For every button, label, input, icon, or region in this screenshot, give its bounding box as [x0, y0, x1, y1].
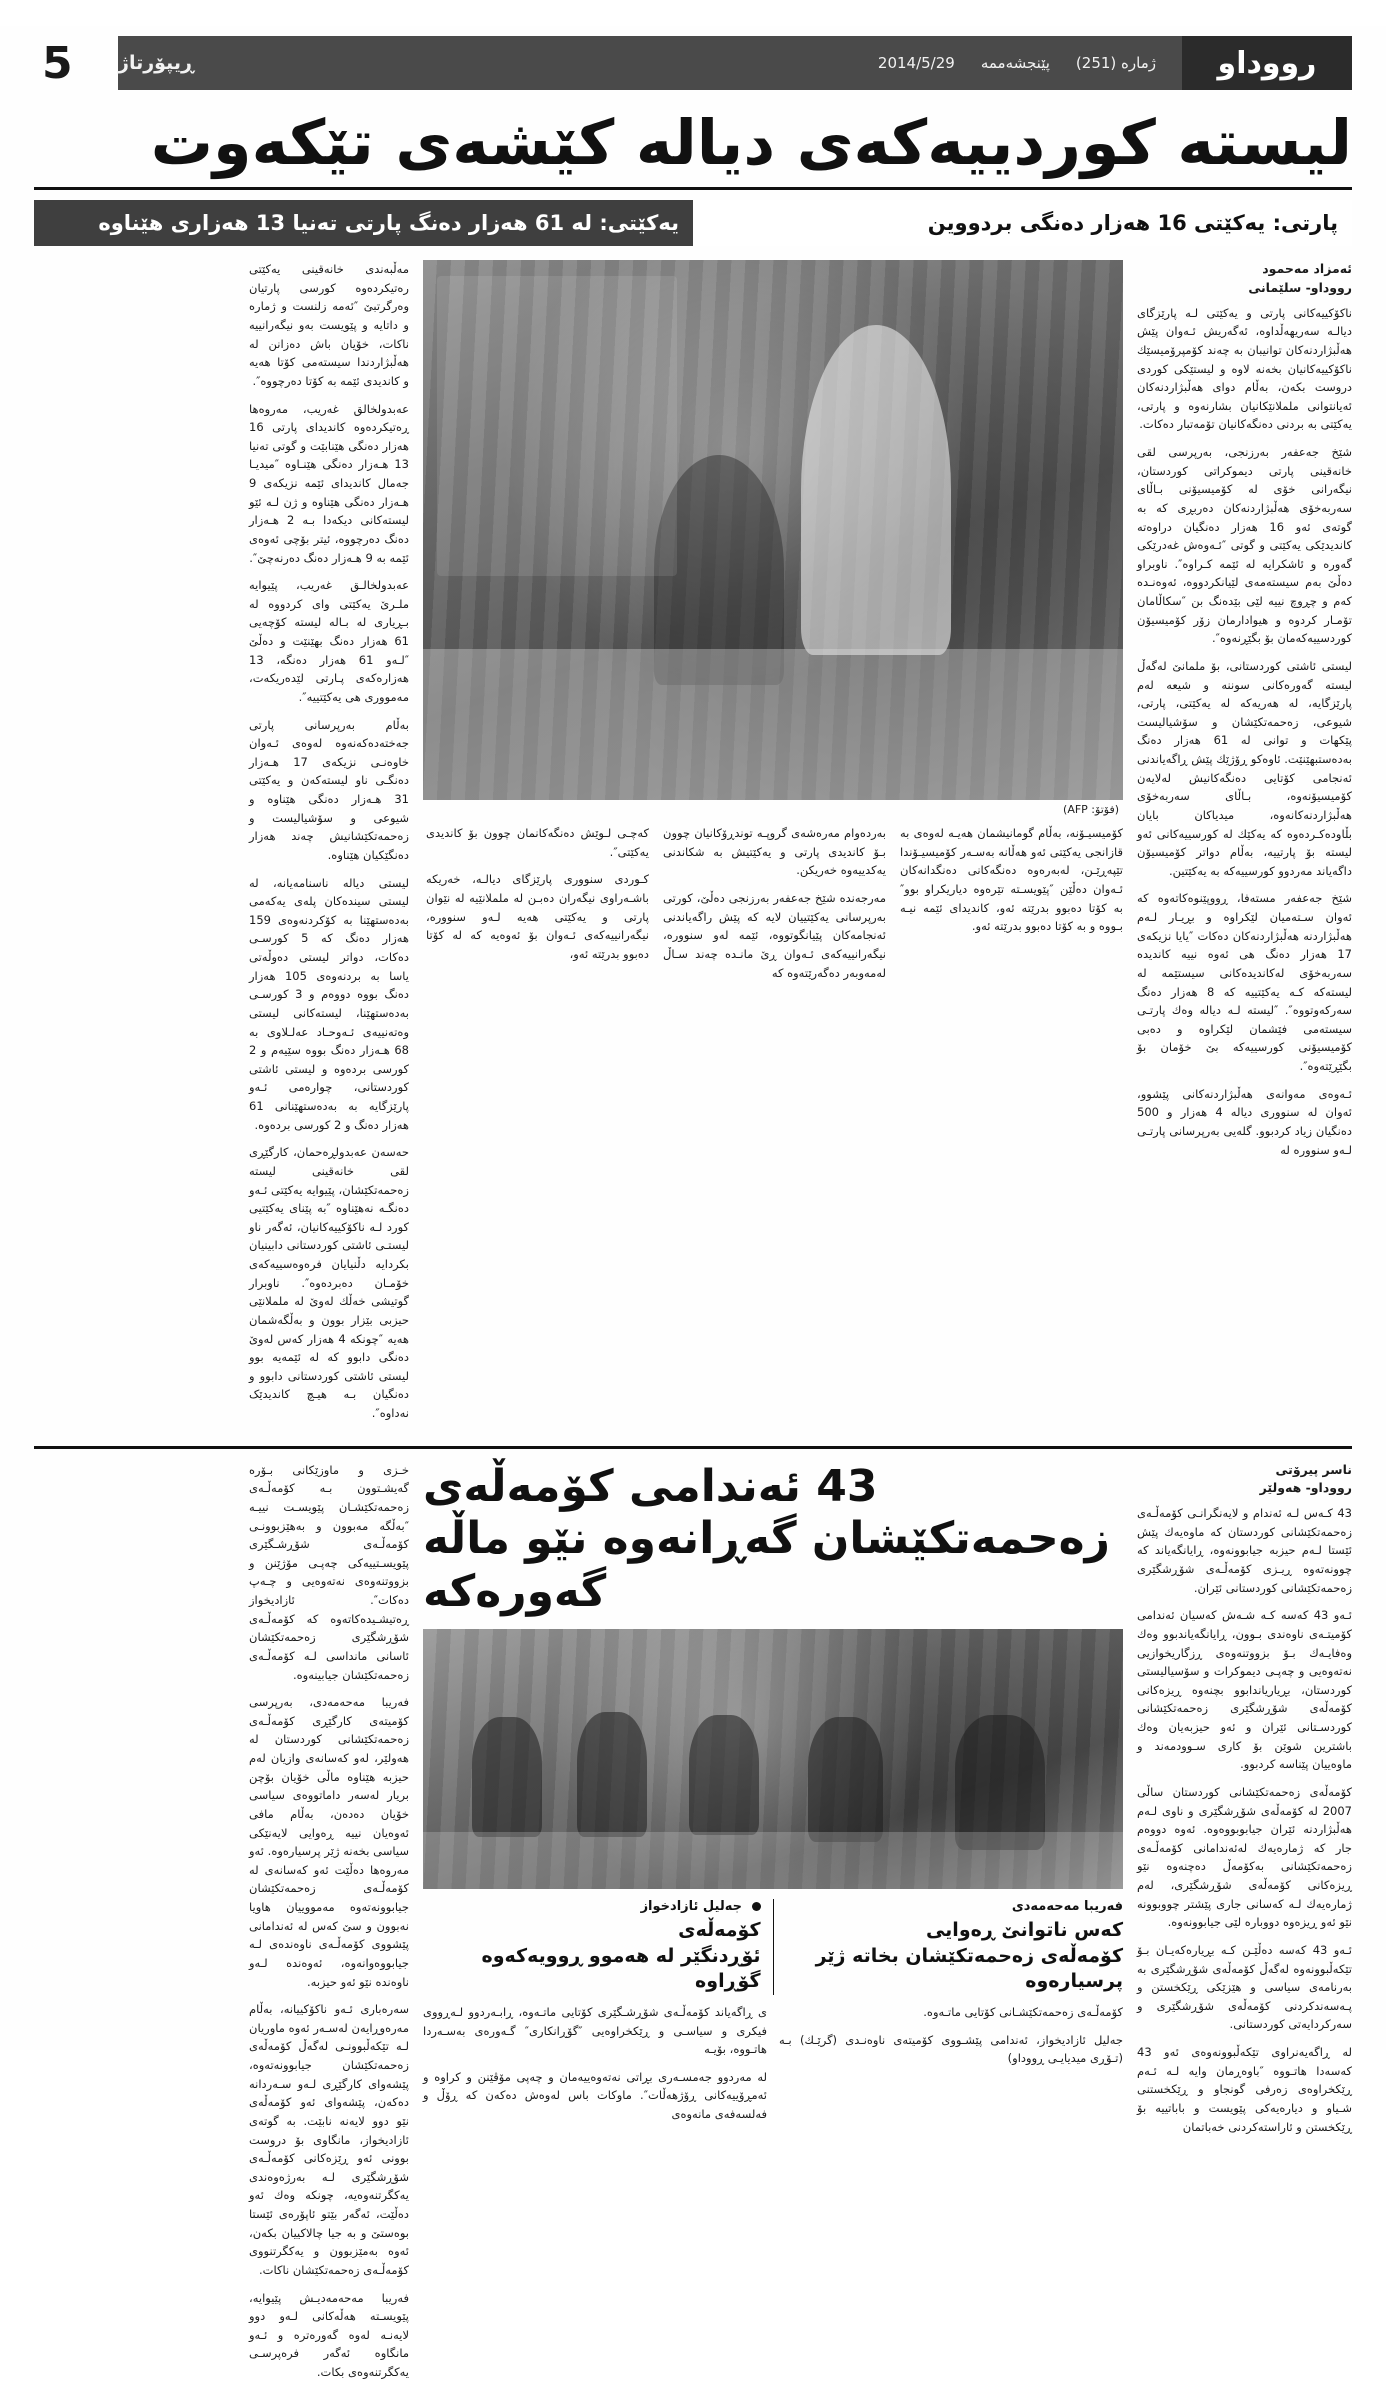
quote-divider	[773, 1899, 774, 1995]
paragraph: لە مەردوو جەمسـەری بڕاتی نەتەوەییەمان و چەپی مۆڤێنن و کراوە و ئەمڕۆییەکانی ڕۆژهەڵات″. ماوکات باس لەوەش دەکەن کە ڕۆڵ و فەلسەفەی مانەوەی	[423, 2069, 767, 2122]
subheadline-bars	[34, 200, 1352, 246]
quote-body-left	[423, 2003, 767, 2133]
paragraph: 43 کـەس لـە ئەندام و لایەنگرانـی کۆمەڵـەی زەحمەتکێشانی کوردستان کە ماوەیەك پێش ئێستا لـەم حیزبە جیابوونەوە، ڕایانگەیاند کە چوونەتەوە ڕیـزی کۆمەڵـەی شۆڕشگێری زەحمەتکێشانی کوردستانی ئێران.	[1137, 1506, 1352, 1595]
byline-location: رووداو- سلێمانی	[1248, 279, 1352, 295]
quote-label: کۆمەڵەی زەحمەتکێشان بخاتە ژێر پرسیارەوە	[815, 1944, 1123, 1993]
quote-text: کەس ناتوانێ ڕەوایی	[925, 1919, 1123, 1942]
paragraph: ی ڕاگەیاند کۆمەڵـەی شۆڕشـگێری کۆتایی ماتـەوە، ڕابـەردوو لـەڕووی فیکری و سیاسـی و ڕێکخراوەیی ″گۆڕانکاری″ گـەورەی بەسـەردا هاتـووە، بۆیـە	[423, 2004, 767, 2057]
pull-quote-2	[786, 1899, 1124, 1995]
newspaper-logo: رووداو	[1182, 36, 1352, 90]
article-lead-subcolumn-2	[663, 824, 886, 991]
article-lead-subcolumn-1	[900, 824, 1123, 991]
paragraph: لیستی ئاشتی کوردستانی، بۆ ملمانێ لەگەڵ لیستە گەورەکانی سوننە و شیعە لەم پارێزگایە، لە هەریەکە لە یەکێتی، پارتی، شیوعی، زەحمەتکێشان و سۆشیالیست پێکهات و توانی لە 61 هەزار دەنگ بەدەستبهێنێت. ئاوەکو ڕۆژێك پێش ڕاگەیاندنی ئەنجامی کۆتایی دەنگەکانیش لەلایەن کۆمیسیۆنەوە، بـاڵای سەربەخۆی هەڵبژاردنەکانەوە، میدیاکان بایان بڵاودەکـردەوە کە یەکێك لە کورسییەکانی ئەو لیستە بۆ پارتییە، بەڵام دواتر کۆمیسیۆن داگەیاند مەردوو کورسییەکە بە یەکێتین.	[1136, 658, 1353, 878]
paragraph: عەبدولخالـق غەریب، پێیوایە ملـرێ یەکێتی وای کردووە لە بـڕیاری لە بـالە لیستە کۆچەیی 61 هەزار دەنگ بهێنێت و دەڵێ ″لـەو 61 هەزار دەنگە، 13 هەزارەکەی پـارتی لێدەریکەت، مەمووری هی یەکێتییە″.	[249, 578, 410, 704]
subheadline-parti: پارتی: یەکێتی 16 هەزار دەنگی بردووین	[693, 200, 1352, 246]
byline-location: رووداو- هەولێر	[1259, 1480, 1352, 1496]
paragraph: شێخ جەعفەر مستەفا، ڕووپێنوەکاتەوە کە ئەوان سـتەمیان لێکراوە و بڕیـار لـەم هەڵبژاردنە هەڵبژاردنەکان دەکات ″یایا نزیکەی 17 هەزار دەنگ هی ئەوە نییە کاندیدە سەربەخۆی لەکاندیدەکانی سیستێمە لە لیستەکە کـە یەکێتییە کە 8 هەزار دەنگ سەرکەوتووە″. ″لیستە لـە دیالە وەك پارتـی سیستەمی فێشمان لێکراوە و دەبی کۆمیسیۆنی کورسییەکە بێ خۆمان بۆ بگێڕێتەوە″.	[1137, 891, 1353, 1074]
byline-author: ئەمزاد مەحمود	[1262, 261, 1352, 277]
article-lead	[34, 260, 1352, 1432]
byline-author: ناسر پیرۆتی	[1275, 1461, 1352, 1477]
secondary-photo	[423, 1629, 1123, 1889]
publication-date: 2014/5/29	[877, 54, 955, 72]
newspaper-page	[0, 26, 1386, 2380]
paragraph: خـزی و ماوزێکانی بـۆرە گەیشـتوون بـە کۆمەڵـەی زەحمەتکێشـان پێویسـت نییـە ″بەڵگە مەبوون و بەهێزبوونـی کۆمەڵـەی شۆڕشـگێری پێویسـتییەکی چەپـی مۆژێنن و بزووتنەوەی نەتەوەیی و چـەپ دەکات″. ئازادیخواز ڕەتیشـیدەکاتەوە کە کۆمەڵـەی شۆڕشگێری زەحمەتکێشان ئاسانی مانداسی لـە کۆمەڵـەی زەحمەتکێشان جیابینەوە.	[249, 1462, 409, 1682]
quote-body-right	[779, 2003, 1123, 2133]
section-divider	[34, 1446, 1352, 1449]
subheadline-yekiti: یەکێتی: لە 61 هەزار دەنگ پارتی تەنیا 13 هەزاری هێناوە	[34, 200, 693, 246]
pull-quote-bodies	[423, 2003, 1123, 2133]
masthead	[34, 26, 1352, 100]
paragraph: فەریبا مەحەمەدیـش پێیوایە، پێویسـتە هەڵەکانی لـەو دوو لایەنـە لەوە گەورەترە و ئـەو مانگاوە ئەگەر فرەپرسـی یەکگرتنەوەی بکات.	[249, 2290, 409, 2380]
photo-figures	[423, 1629, 1123, 1889]
photo-figure	[808, 1717, 883, 1842]
paragraph: بەڵام بەرپرسانی پارتی جەختەدەکەنەوە لەوەی ئـەوان خاوەنـی نزیکەی 17 هـەزار دەنگـی ناو لیستەکەن و یەکێتی 31 هـەزار دەنگی هێناوە و شیوعی و سۆشیالیست و زەحمەتکێشانیش چەند هەزار دەنگێکیان هێناوە.	[249, 717, 409, 862]
photo-figure	[801, 325, 951, 655]
section-title: ڕیپۆرتاژ	[118, 52, 194, 74]
photo-figure	[472, 1717, 542, 1837]
article-secondary-column-right	[1137, 1461, 1352, 2391]
masthead-meta	[852, 54, 1182, 72]
paragraph: کۆمیسیـۆنە، بەڵام گومانیشمان هەیـە لەوەی بە قازانجی یەکێتی ئەو هەڵانە بەسـەر کۆمیسیـۆندا تێپەڕێـن، لەبەرەوە دەنگەکانی دەنگدانەکان ئـەوان دەڵێن ″پێویسـتە تێرەوە دیاریکراو بوو″ بە کۆتا دەبوو بدرێتە ئەو، کاندیدای ئێمە نیـە بـووە و بە کۆتا دەبوو بدرێتە ئەو.	[900, 826, 1123, 934]
paragraph: کـوردی سنووری پارێزگای دیالـە، خەریکە باشـەراوی نیگەران دەبـن لە ململانێیە لە نێوان پارتی و یەکێتی هەیە لـەو سنوورە، نیگەرانییەکەی ئـەوان بۆ ئەوەیە کە لە کۆتا دەبوو بدرێتە ئەو،	[426, 872, 649, 961]
paragraph: عەبدولخالق غەریب، مەروەها ڕەتیکردەوە کاندیدای پارتی 16 هەزار دەنگی هێنابێت و گوتی تەنیا 13 هـەزار دەنگی هێنـاوە ″میدیـا جەمال کاندیدای ئێمە نزیکەی 9 هـەزار دەنگی هێناوە و ژن لـە ئێو لیستەکانی دیکەدا بـە 2 هـەزار دەنگ دەرچووە، ئیتر بۆچی ئەوەی ئێمە بە 9 هـەزار دەنگ دەرنەچێ″.	[249, 401, 409, 565]
article-lead-subcolumns	[423, 824, 1123, 991]
paragraph: مەرجەندە شێخ جەعفەر بەرزنجی دەڵێ، کورتی بەرپرسانی یەکێتییان لایە کە پێش راگەیاندنی ئەنجامەکان پێیانگوتووە، ئێمە لەو سنوورە، نیگەرانییەکەی ئـەوان ڕێ مانـدە چەند سـاڵ لەمەوبەر دەگەرێتەوە کە	[663, 891, 886, 980]
masthead-bar	[118, 36, 1352, 90]
photo-figure	[689, 1715, 759, 1835]
quote-text: ئۆڕدنگێر لە هەموو ڕوویەکەوە گۆڕاوە	[481, 1944, 761, 1993]
article-lead-center	[423, 260, 1123, 1432]
photo-figure	[577, 1712, 647, 1837]
bullet-icon	[752, 1902, 761, 1911]
photo-foreground	[423, 649, 1123, 800]
paragraph: مەڵبەندی خانەقینی یەکێتی رەتیکردەوە کورسی پارتیان وەرگرتبێ ″ئەمە زلنست و ژمارە و داتایە و پێویست بەو نیگەرانییە ناکات، خۆیان باش دەزانن لە هەڵبژاردندا سیستەمی کۆتا هەیە و کاندیدی ئێمە بە کۆتا دەرچووە″.	[249, 262, 409, 388]
pull-quote-source	[423, 1899, 761, 1914]
byline	[1137, 260, 1352, 298]
issue-number: ژماره (251)	[1075, 54, 1156, 72]
paragraph: شێخ جەعفەر بەرزنجی، بەرپرسی لقی خانەقینی پارتی دیموکراتی کوردستان، نیگەرانی خۆی لە کۆمیسیۆنی بـاڵای سەربەخۆی هەڵبژاردنەکان دەربڕی کە بە گوتەی ئەو 16 هەزار دەنگیان دراوەتە کاندیدێکی یەکێتی و گوتی ″ئـەوەش غەدرێکی گەورە و ئاشکرایە لە ئێمە کـراوە″. ناوبراو دەڵێ بەم سیستەمەی لێیانکردووە، ئەوەنـدە کەم و چڕوچ نییە لێی بێدەنگ بن ″سکاڵامان تۆمـار کردوە و هیوادارمان زۆر کۆمیسیۆن کوردسییەکەمان بۆ بگێڕنەوە″.	[1137, 445, 1352, 646]
weekday: پێنجشەممە	[980, 54, 1050, 72]
secondary-headline: 43 ئەندامی کۆمەڵەی زەحمەتکێشان گەڕانەوە نێو ماڵە گەورەکە	[423, 1460, 1110, 1618]
paragraph: ئـەو 43 کەسە کـە شـەش کەسیان ئەندامی کۆمیتـەی ناوەندی بـوون، ڕایانگەیاندبوو وەك وەفایـەك بـۆ بزووتنەوەی ڕزگاریخوازیی نەتەوەیی و چەپـی دیموکرات و سۆسیالیستی کوردستان، بڕیاریاندابوو بچنەوە ڕیزەکانی کۆمەڵەی شۆڕشگێری زەحمەتکێشانی کوردسـتانی ئێران و ئەو حیزبەیان وەك باشترین شوێن بۆ کاری سـوودمەند و ماوەییان پێناسە کردبوو.	[1137, 1608, 1352, 1772]
main-headline: لیستە کوردییەکەی دیالە کێشەی تێکەوت	[34, 106, 1352, 190]
pull-quotes	[423, 1899, 1123, 1995]
photo-caption: (فۆتۆ: AFP)	[1063, 803, 1119, 817]
paragraph: لیستی دیالە ناسنامەیانە، لە لیستی سیندەکان پلەی یەکەمی بەدەستهێنا بە کۆکردنەوەی 159 هەزار دەنگ کە 5 کورسـی دەکات، دواتر لیستی دەوڵەتی یاسا بە بردنەوەی 105 هەزار دەنگ بووە دووەم و 3 کورسـی بەدەستهێنا، لیستەکانی لیستی وەتەنییەی ئـەوحـاد عەلـلاوی بە 68 هـەزار دەنگ بووە سێیەم و 2 کورسی بردەوە و لیستی ئاشتی کوردستانی، چوارەمی ئـەو پارێزگایە بە بەدەستهێنانی 61 هەزار دەنگ و 2 کورسی بردەوە.	[249, 875, 410, 1132]
article-secondary-column-left	[249, 1461, 409, 2391]
photo-figures	[423, 260, 1123, 800]
paragraph: ناکۆکییەکانی پارتی و یەکێتی لـە پارێزگای دیالـە سەریهەڵداوە، ئەگەریش ئـەوان پێش هەڵبژاردنەکان توانیبان بە چەند کۆمپرۆمیسێك ناکۆکییەکانیان بخەنە لاوە و لیستێکی کوردی دروست بکەن، بەڵام دوای هەڵبژاردنەکان ئەیانتوانی ململانێکانیان بشارنەوە و پارتی، یەکێتی بە بردنی دەنگەکانیان تۆمەتبار دەکات.	[1137, 305, 1352, 432]
quote-author: فەریبا مەحەمەدی	[1011, 1899, 1123, 1915]
paragraph: فەریبا مەحەمەدی، بەرپرسی کۆمیتەی کارگێڕی کۆمەڵـەی زەحمەتکێشانی کوردستان لە هەولێر، لەو کەسانەی وازیان لەم حیزبە هێناوە ماڵی خۆیان بۆچن بریار لەسەر داماتووەی سیاسی خۆیان دەدەن، بەڵام مافی ئەوەیان نییە ڕەوایی لایەنێکی سیاسی بخەنە ژێر پرسیارەوە. ئەو مەروەها دەڵێت ئەو کەسانەی لە کۆمەڵـەی زەحمەتکێشان جیابوونەتەوە مەمووییان هاویا نەبوون و سێ کەس لە ئەندامانی پێشووی کۆمەڵـەی ناوەندەی لـە جیابووەوانەوە، ئەوەندە لـەو ناوەندە نێو ئەو حیزبە.	[249, 1695, 409, 1989]
paragraph: سەرەباری ئـەو ناکۆکییانە، بەڵام مەرەوڕایەن لەسـەر ئەوە ماوریان لـە تێکەڵبوونـی لەگەڵ کۆمەڵەی زەحمەتکێشان جیابوونەتەوە، پێشەوای کارگێڕی لـەو سـەردانە دەکەن، پێشەوای ئەو کۆمەڵەی نێو دوو لایەنە نابێت. بە گوتەی ئازادیخواز، مانگاوی بۆ دروست بوونی ئەو ڕێزەکانی کۆمەڵـەی شۆڕشگێری لـە بەرژەوەندی یەکگرتنەوەیە، چونکە وەك ئەو دەڵێت، ئەگەر بێتو ئاپۆرەی ئێستا بوەستێ و بە جیا چالاکییان بکەن، ئەوە بەمێزبوون و یەکگرتنووی کۆمەڵـەی زەحمەتکێشان ناکات.	[249, 2002, 409, 2277]
article-lead-column-left	[249, 260, 409, 1432]
article-secondary-center	[423, 1461, 1123, 2391]
page-number: 5	[42, 37, 73, 89]
photo-foreground	[423, 1832, 1123, 1889]
paragraph: لە ڕاگەیەنراوی تێکەڵبوونەوەی ئەو 43 کەسەدا هاتـووە ″باوەڕمان وایە لـە ئـەم ڕێکخراوەی زەرفی گونجاو و ڕێکخستنی شـیاو و دیارەیەکی پێویست و باباتییە بۆ ڕێکخستن و ئاراستەکردنی خەباتمان	[1137, 2045, 1352, 2134]
photo-figure	[437, 276, 677, 576]
paragraph: ئـەوەی مەوانەی هەڵبژاردنەکانی پێشوو، ئەوان لە سنووری دیالە 4 هەزار و 500 دەنگیان زیاد کردبوو. گلەیی بەرپرسانی پارتـی لـەو سنوورە لە	[1137, 1086, 1352, 1157]
quote-author: جەلیل ئازادخواز	[640, 1899, 742, 1915]
paragraph: بەردەوام مەرەشەی گروپـە توندڕۆکانیان چوون بـۆ کاندیدی پارتی و یەکێتیش بە شکاندنی یەکدییەوە خەریکن.	[663, 826, 886, 878]
article-lead-column-right	[1137, 260, 1352, 1432]
pull-quote-1	[423, 1899, 761, 1995]
paragraph: کۆمەڵـەی زەحمەتکێشـانی کۆتایی ماتـەوە.	[923, 2004, 1123, 2019]
article-lead-subcolumn-3	[426, 824, 649, 991]
paragraph: جەلیل ئازادیخواز، ئەندامی پێشـووی کۆمیتەی ناوەنـدی (گرێـك) بـە (تـۆڕی میدیایـی ڕووداو)	[779, 2032, 1123, 2066]
byline	[1137, 1461, 1352, 1499]
quote-label: کۆمەڵەی	[678, 1919, 761, 1942]
paragraph: ئـەو 43 کەسە دەڵێـن کـە بڕیارەکەیـان بـۆ تێکەڵبوونەوە لەگەڵ کۆمەڵەی شۆڕشگێری بە بەرنامەی سیاسی و هێزێکی ڕێکخستن و پـەسەندکردنی کۆمەڵەی شۆڕشگێری و سەرکردایەتی کوردستانی.	[1137, 1942, 1352, 2032]
photo-figure	[955, 1715, 1045, 1850]
article-secondary	[34, 1461, 1352, 2391]
pull-quote-source	[786, 1899, 1124, 1914]
paragraph: حەسەن عەبدولڕەحمان، کارگێڕی لقی خانەقینی لیستە زەحمەتکێشان، پێیوایە یەکێتی ئـەو دەنگـە نەهێناوە ″بە پێنای یەکێتیی کورد لـە ناکۆکییەکانیان، ئەگەر ناو لیستـی ئاشتی کوردستانی دابینیان بکردایە دڵنیایان فرەوەسییەکەی خۆمـان دەبردەوە″. ناوبرار گوتیشی خەڵك لەوێ لە ململانێی حیزبی بێزار بوون و بەڵگەشمان هەیە ″چونکە 4 هەزار کەس لەوێ دەنگی دابوو کە لە ئێمەیە بوو لیستی ئاشتی کوردستانی دابوو و دەنگیان بـە هیـچ کاندیدێک نەداوە″.	[249, 1145, 409, 1421]
lead-photo	[423, 260, 1123, 800]
paragraph: کەچـی لـوێش دەنگەکانمان چوون بۆ کاندیدی یەکێتی″.	[426, 826, 649, 859]
paragraph: کۆمەڵەی زەحمەتکێشانی کوردستان ساڵی 2007 لە کۆمەڵەی شۆڕشگێری و ناوی لـەم هەڵبژاردنە ئێران جیابوبووەوە. ئەوە دووەم جار کە ژمارەیەك لەئەندامانی کۆمەڵـەی زەحمەتکێشانی بەکۆمەڵ دەچنەوە نێو ڕیزەکانی کۆمەڵەی شۆڕشگێری، لەم ژمارەیەك لـە کەسانی جاری پێشتر چووبوونە نێو ئەو ڕیزەوە دووبارە لێی جیابوونەوە.	[1137, 1784, 1352, 1930]
